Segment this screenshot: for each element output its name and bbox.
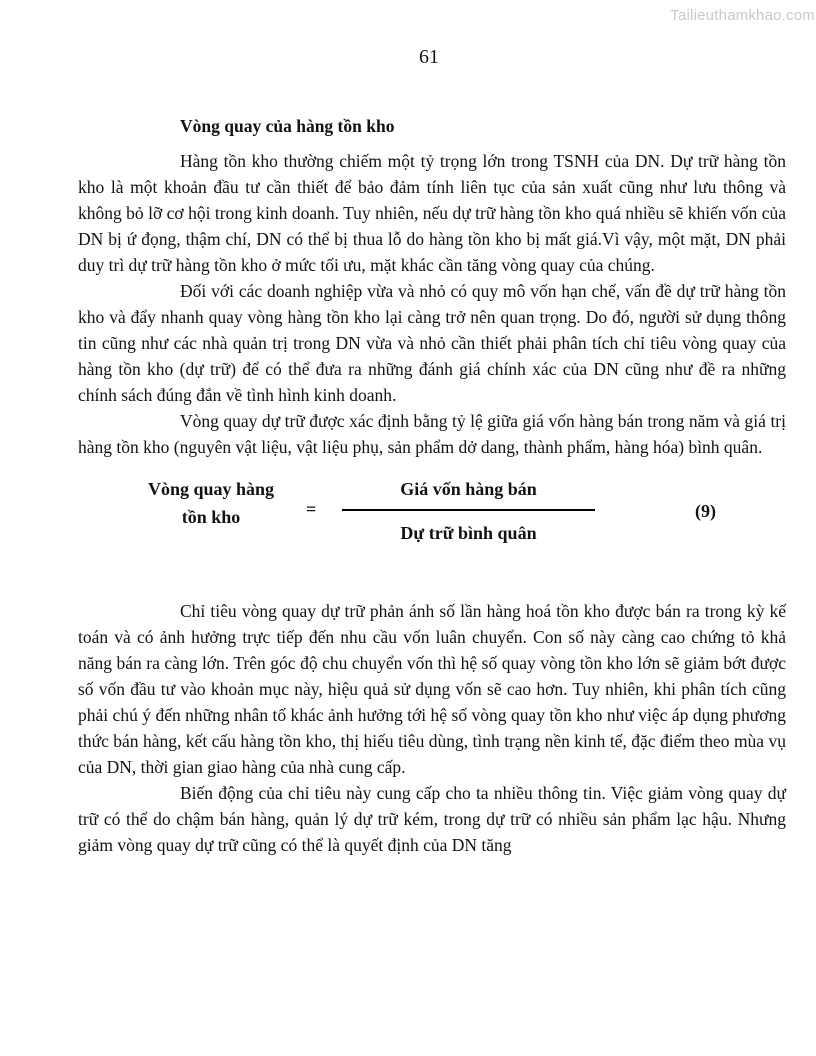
formula-fraction [342, 468, 595, 546]
fraction-numerator: Giá vốn hàng bán [342, 468, 595, 511]
equation-number: (9) [695, 501, 716, 521]
watermark: Tailieuthamkhao.com [670, 7, 815, 24]
paragraph-1: Hàng tồn kho thường chiếm một tỷ trọng lớn trong TSNH của DN. Dự trữ hàng tồn kho là một khoản đầu tư cần thiết để bảo đảm tính liên tục của sản xuất cũng như lưu thông và không bỏ lỡ cơ hội trong kinh doanh. Tuy nhiên, nếu dự trữ hàng tồn kho quá nhiều sẽ khiến vốn của DN bị ứ đọng, thậm chí, DN có thể bị thua lỗ do hàng tồn kho bị mất giá.Vì vậy, một mặt, DN phải duy trì dự trữ hàng tồn kho ở mức tối ưu, mặt khác cần tăng vòng quay của chúng. [78, 151, 786, 275]
formula-block [78, 468, 786, 560]
page-content [78, 113, 786, 858]
section-heading: Vòng quay của hàng tồn kho [180, 116, 395, 136]
equals-sign: = [306, 499, 317, 519]
paragraph-4: Chỉ tiêu vòng quay dự trữ phản ánh số lần hàng hoá tồn kho được bán ra trong kỳ kế toán và có ảnh hưởng trực tiếp đến nhu cầu vốn luân chuyển. Con số này càng cao chứng tỏ khả năng bán ra càng lớn. Trên góc độ chu chuyển vốn thì hệ số quay vòng tồn kho lớn sẽ giảm bớt được số vốn đầu tư vào khoản mục này, hiệu quả sử dụng vốn sẽ cao hơn. Tuy nhiên, khi phân tích cũng phải chú ý đến những nhân tố khác ảnh hưởng tới hệ số vòng quay tồn kho như việc áp dụng phương thức bán hàng, kết cấu hàng tồn kho, thị hiếu tiêu dùng, tình trạng nền kinh tế, đặc điểm theo mùa vụ của DN, thời gian giao hàng của nhà cung cấp. [78, 601, 786, 777]
page-number: 61 [419, 46, 439, 68]
formula-label-line1: Vòng quay hàng [147, 479, 275, 499]
paragraph-3: Vòng quay dự trữ được xác định bằng tỷ lệ giữa giá vốn hàng bán trong năm và giá trị hàng tồn kho (nguyên vật liệu, vật liệu phụ, sản phẩm dở dang, thành phẩm, hàng hóa) bình quân. [78, 411, 786, 457]
paragraph-2: Đối với các doanh nghiệp vừa và nhỏ có quy mô vốn hạn chế, vấn đề dự trữ hàng tồn kho và đẩy nhanh quay vòng hàng tồn kho lại càng trở nên quan trọng. Do đó, người sử dụng thông tin cũng như các nhà quản trị trong DN vừa và nhỏ cần thiết phải phân tích chỉ tiêu vòng quay của hàng tồn kho (dự trữ) để có thể đưa ra những đánh giá chính xác của DN cũng như đề ra những chính sách đúng đắn về tình hình kinh doanh. [78, 281, 786, 405]
formula-label-line2: tồn kho [181, 507, 241, 527]
fraction-denominator: Dự trữ bình quân [400, 523, 537, 543]
paragraph-5: Biến động của chỉ tiêu này cung cấp cho ta nhiều thông tin. Việc giảm vòng quay dự trữ có thể do chậm bán hàng, quản lý dự trữ kém, trong dự trữ có nhiều sản phẩm lạc hậu. Nhưng giảm vòng quay dự trữ cũng có thể là quyết định của DN tăng [78, 783, 786, 855]
formula-label [136, 475, 286, 531]
